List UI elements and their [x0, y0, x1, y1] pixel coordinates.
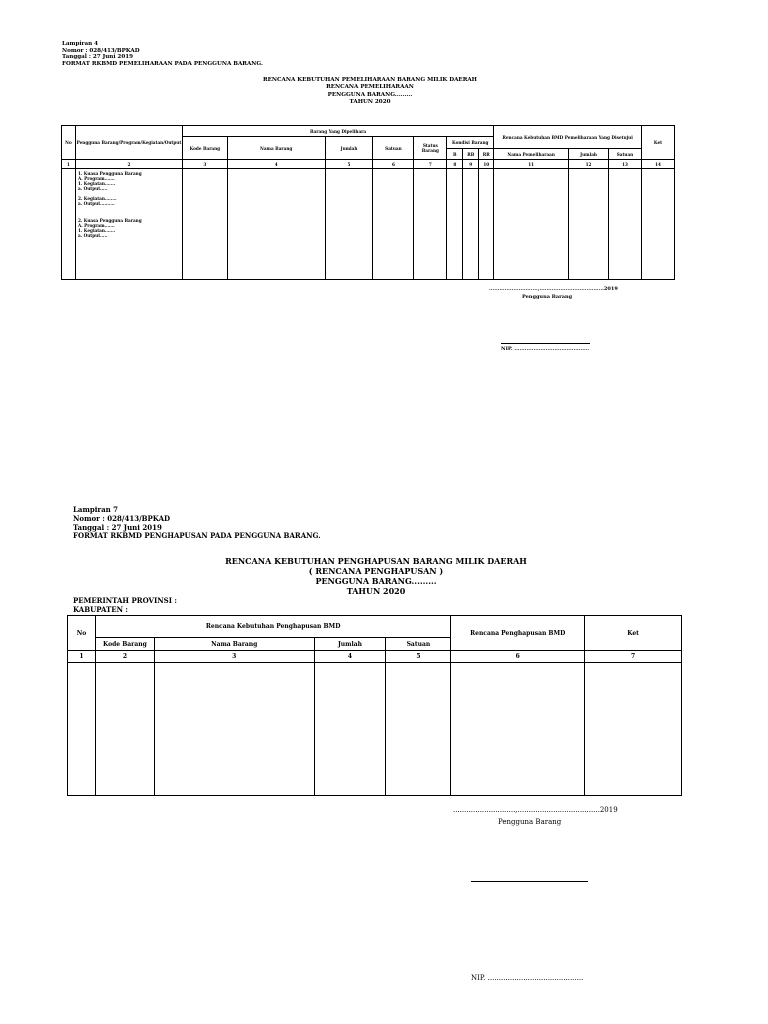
- col-number: 5: [386, 651, 451, 663]
- col-number: 1: [62, 160, 76, 169]
- col-satuan: Satuan: [386, 638, 451, 651]
- table-row: [62, 169, 675, 280]
- cell-empty: [585, 663, 682, 796]
- doc1-title-line: TAHUN 2020: [349, 99, 391, 106]
- cell-empty: [447, 169, 463, 280]
- doc2-title-line: RENCANA KEBUTUHAN PENGHAPUSAN BARANG MILIK DAERAH: [225, 556, 527, 566]
- col-nama-pemeliharaan: Nama Pemeliharaan: [494, 149, 569, 160]
- cell-empty: [325, 169, 373, 280]
- doc1-header-line: Nomor : 028/413/BPKAD: [62, 47, 140, 54]
- cell-empty: [68, 663, 96, 796]
- col-number: 12: [569, 160, 609, 169]
- col-number: 3: [154, 651, 314, 663]
- col-number: 10: [479, 160, 494, 169]
- col-kode: Kode Barang: [182, 137, 227, 160]
- doc2-title-line: TAHUN 2020: [346, 586, 406, 596]
- cell-empty: [494, 169, 569, 280]
- doc2-signature-line: [471, 881, 588, 882]
- list-item: a. Output.....: [77, 233, 108, 238]
- col-jumlah: Jumlah: [314, 638, 386, 651]
- list-item: a. Output..........: [77, 201, 115, 206]
- list-item: 2. Kuasa Pengguna Barang: [77, 218, 142, 223]
- doc1-title: [200, 77, 540, 107]
- number-row: [68, 651, 682, 663]
- doc1-header: [62, 41, 263, 67]
- doc1-header-line: Tanggal : 27 Juni 2019: [62, 54, 134, 61]
- col-pengguna: Pengguna Barang/Program/Kegiatan/Output: [75, 126, 182, 160]
- col-number: 2: [95, 651, 154, 663]
- col-group-kondisi: Kondisi Barang: [447, 137, 494, 149]
- col-number: 6: [451, 651, 585, 663]
- doc1-table: [61, 125, 675, 280]
- doc2-header: [73, 506, 321, 541]
- col-no: No: [68, 616, 96, 651]
- cell-empty: [95, 663, 154, 796]
- col-group-rencana: Rencana Kebutuhan BMD Pemeliharaan Yang Disetujui: [494, 126, 642, 149]
- col-number: 8: [447, 160, 463, 169]
- doc1-title-line: PENGGUNA BARANG.........: [327, 91, 413, 98]
- col-number: 4: [314, 651, 386, 663]
- cell-empty: [386, 663, 451, 796]
- col-group-barang: Barang Yang Dipelihara: [182, 126, 493, 137]
- col-nama: Nama Barang: [227, 137, 325, 160]
- col-satuan: Satuan: [373, 137, 414, 160]
- table-row: [68, 663, 682, 796]
- number-row: [62, 160, 675, 169]
- doc1-header-line: FORMAT RKBMD PEMELIHARAAN PADA PENGGUNA BARANG.: [62, 60, 263, 67]
- cell-empty: [414, 169, 447, 280]
- spacer: [78, 206, 180, 218]
- col-rr: RR: [479, 149, 494, 160]
- doc1-signature-role: Pengguna Barang: [522, 294, 573, 300]
- list-item: a. Output.....: [77, 186, 108, 191]
- pengguna-list: [75, 169, 182, 280]
- col-group-penghapusan: Rencana Kebutuhan Penghapusan BMD: [95, 616, 450, 638]
- cell-empty: [463, 169, 479, 280]
- col-number: 11: [494, 160, 569, 169]
- col-number: 3: [182, 160, 227, 169]
- col-kode: Kode Barang: [95, 638, 154, 651]
- doc1-header-line: Lampiran 4: [62, 41, 98, 47]
- doc2-header-line: Tanggal : 27 Juni 2019: [73, 522, 162, 532]
- col-no: No: [62, 126, 76, 160]
- cell-empty: [569, 169, 609, 280]
- list-item: 1. Kegiatan.......: [77, 228, 116, 233]
- doc2-header-line: Lampiran 7: [73, 505, 119, 514]
- doc1-title-line: RENCANA PEMELIHARAAN: [326, 84, 414, 91]
- col-number: 14: [641, 160, 674, 169]
- region-province: PEMERINTAH PROVINSI :: [73, 596, 177, 605]
- doc2-title-line: PENGGUNA BARANG.........: [315, 576, 437, 586]
- col-number: 7: [585, 651, 682, 663]
- doc2-table: [67, 615, 682, 796]
- doc1-signature-date: ............................,.....................................2019: [489, 286, 618, 292]
- cell-empty: [314, 663, 386, 796]
- doc2-signature-role: Pengguna Barang: [498, 818, 562, 826]
- doc2-header-line: FORMAT RKBMD PENGHAPUSAN PADA PENGGUNA BARANG.: [73, 531, 321, 541]
- doc2-signature-nip: NIP. ...........................................: [471, 974, 584, 982]
- col-ket: Ket: [585, 616, 682, 651]
- col-b: B: [447, 149, 463, 160]
- cell-empty: [373, 169, 414, 280]
- col-jumlah2: Jumlah: [569, 149, 609, 160]
- cell-empty: [227, 169, 325, 280]
- col-satuan2: Satuan: [609, 149, 642, 160]
- doc1-signature-line: [501, 343, 590, 344]
- cell-empty: [182, 169, 227, 280]
- doc2-title-line: ( RENCANA PENGHAPUSAN ): [308, 566, 444, 576]
- col-number: 4: [227, 160, 325, 169]
- col-number: 9: [463, 160, 479, 169]
- doc2-region: [73, 597, 177, 615]
- cell-empty: [62, 169, 76, 280]
- col-jumlah: Jumlah: [325, 137, 373, 160]
- list-item: 1. Kuasa Pengguna Barang: [77, 171, 142, 176]
- doc1-title-line: RENCANA KEBUTUHAN PEMELIHARAAN BARANG MILIK DAERAH: [263, 77, 477, 83]
- list-item: 2. Kegiatan........: [77, 196, 117, 201]
- col-rencana: Rencana Penghapusan BMD: [451, 616, 585, 651]
- col-number: 6: [373, 160, 414, 169]
- col-number: 7: [414, 160, 447, 169]
- col-nama: Nama Barang: [154, 638, 314, 651]
- list-item: A. Program.......: [77, 223, 115, 228]
- cell-empty: [479, 169, 494, 280]
- col-rb: RB: [463, 149, 479, 160]
- cell-empty: [641, 169, 674, 280]
- doc1-signature-nip: NIP. ...........................................: [501, 346, 590, 352]
- list-item: A. Program.......: [77, 176, 115, 181]
- col-number: 13: [609, 160, 642, 169]
- cell-empty: [451, 663, 585, 796]
- col-ket: Ket: [641, 126, 674, 160]
- list-item: 1. Kegiatan.......: [77, 181, 116, 186]
- doc2-signature-date: ............................,.....................................2019: [453, 806, 618, 814]
- col-status: Status Barang: [414, 137, 447, 160]
- col-number: 1: [68, 651, 96, 663]
- col-number: 5: [325, 160, 373, 169]
- col-number: 2: [75, 160, 182, 169]
- region-regency: KABUPATEN :: [73, 604, 129, 614]
- cell-empty: [154, 663, 314, 796]
- doc2-header-line: Nomor : 028/413/BPKAD: [73, 513, 171, 523]
- cell-empty: [609, 169, 642, 280]
- doc2-title: [200, 556, 552, 596]
